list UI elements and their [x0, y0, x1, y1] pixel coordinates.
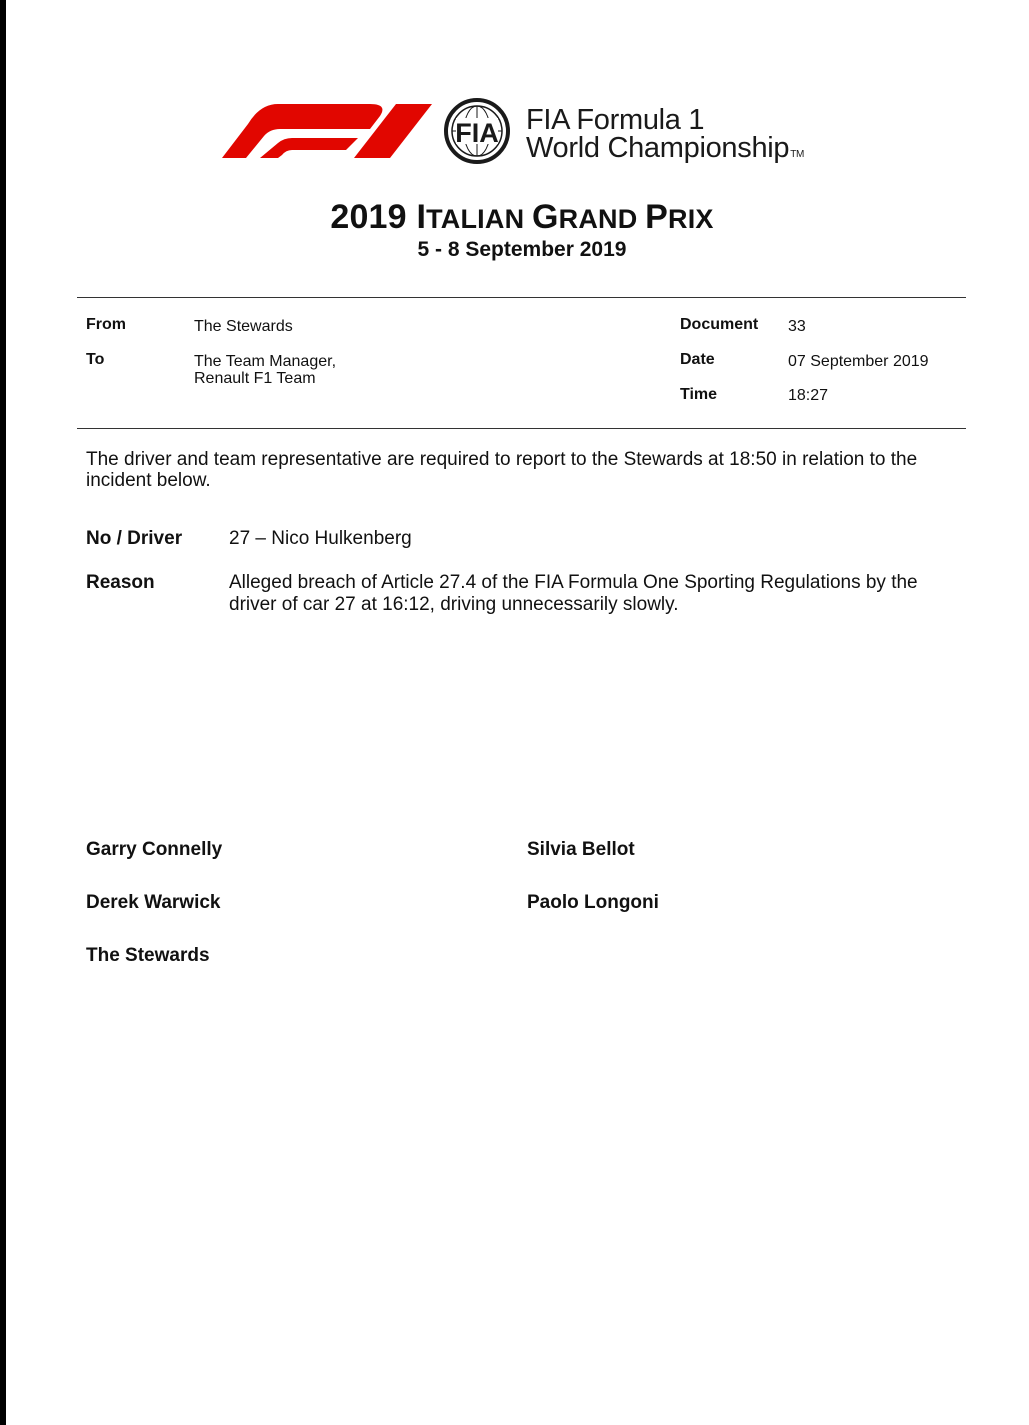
event-year: 2019: [330, 198, 407, 236]
from-value: The Stewards: [194, 318, 293, 335]
fia-f1-logo: [220, 96, 850, 166]
signatory-2: Silvia Bellot: [527, 839, 635, 860]
to-label: To: [86, 351, 105, 368]
driver-label: No / Driver: [86, 528, 183, 549]
f1-logo-icon: [220, 96, 520, 166]
event-dates: 5 - 8 September 2019: [417, 238, 627, 261]
reason-value: Alleged breach of Article 27.4 of the FIA Formula One Sporting Regulations by the driver of car 27 at 16:12, driving unnecessarily slowly.: [229, 572, 918, 615]
date-value: 07 September 2019: [788, 353, 929, 370]
document-label: Document: [680, 316, 759, 333]
header-bottom-rule: [77, 428, 966, 429]
document-number: 33: [788, 318, 806, 335]
signatory-4: Paolo Longoni: [527, 892, 659, 913]
time-label: Time: [680, 386, 718, 403]
to-value-line-1: The Team Manager,: [194, 353, 337, 370]
reason-label: Reason: [86, 572, 155, 593]
driver-value: 27 – Nico Hulkenberg: [229, 528, 412, 549]
svg-text:FIA: FIA: [455, 118, 499, 148]
signatories-closing: The Stewards: [86, 945, 210, 966]
event-name: ITALIAN GRAND PRIX: [416, 198, 714, 236]
brand-line-1: FIA Formula 1: [526, 104, 705, 136]
brand-line-2: World ChampionshipTM: [526, 132, 805, 164]
signatory-3: Derek Warwick: [86, 892, 221, 913]
to-value-line-2: Renault F1 Team: [194, 370, 316, 387]
from-label: From: [86, 316, 126, 333]
trademark-mark: TM: [790, 149, 805, 160]
date-label: Date: [680, 351, 715, 368]
header-top-rule: [77, 297, 966, 298]
fia-seal-icon: [446, 100, 508, 162]
time-value: 18:27: [788, 387, 829, 404]
event-title: [0, 200, 1029, 234]
signatory-1: Garry Connelly: [86, 839, 223, 860]
intro-paragraph: The driver and team representative are required to report to the Stewards at 18:50 in relation to the incident below.: [86, 449, 918, 491]
